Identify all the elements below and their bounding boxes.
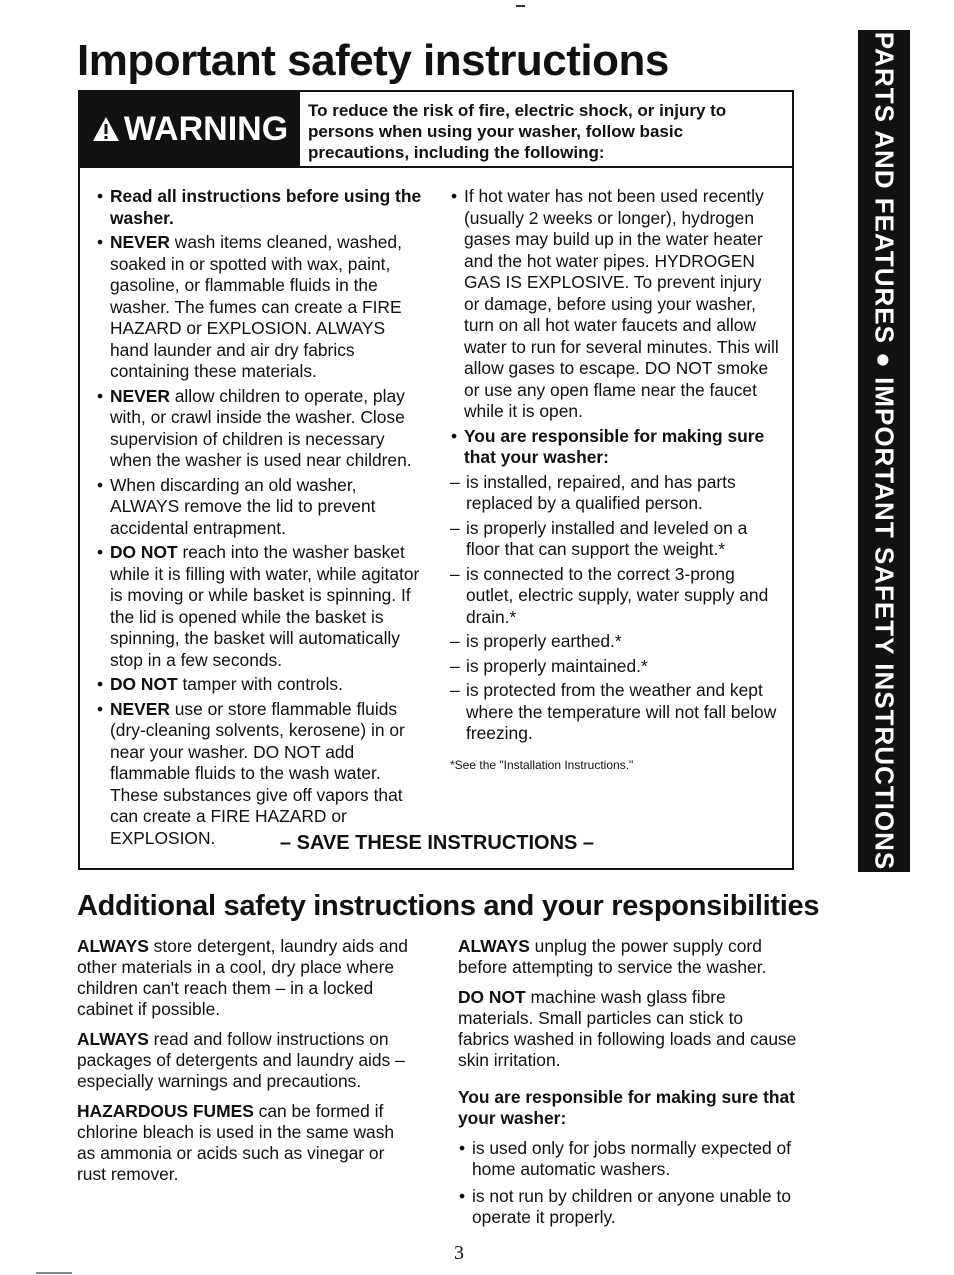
list-item: • NEVER allow children to operate, play with, or crawl inside the washer. Close supervision of children is necessary when the washer is used near children. xyxy=(96,386,423,472)
paragraph: ALWAYS read and follow instructions on packages of detergents and laundry aids – especially warnings and precautions. xyxy=(77,1029,405,1091)
warning-box xyxy=(78,90,794,870)
list-item: – is properly installed and leveled on a floor that can support the weight.* xyxy=(450,518,780,561)
scan-mark xyxy=(36,1272,72,1274)
list-item: – is properly earthed.* xyxy=(450,631,780,653)
list-item: • When discarding an old washer, ALWAYS remove the lid to prevent accidental entrapment. xyxy=(96,475,423,540)
responsible-heading: • You are responsible for making sure that your washer: xyxy=(450,426,780,469)
warning-intro: To reduce the risk of fire, electric shock, or injury to persons when using your washer, follow basic precautions, including the following: xyxy=(308,101,727,162)
list-item: • If hot water has not been used recently (usually 2 weeks or longer), hydrogen gases may build up in the water heater and the hot water pipes. HYDROGEN GAS IS EXPLOSIVE. To prevent injury or damage, before using your washer, turn on all hot water faucets and allow water to run for several minutes. This will allow gases to escape. DO NOT smoke or use any open flame near the faucet while it is open. xyxy=(450,186,780,423)
side-tab-text: PARTS AND FEATURES ● IMPORTANT SAFETY INSTRUCTIONS xyxy=(869,31,900,871)
warning-right-column xyxy=(450,186,780,776)
list-item: – is protected from the weather and kept where the temperature will not fall below freezing. xyxy=(450,680,780,745)
list-item: • NEVER use or store flammable fluids (dry-cleaning solvents, kerosene) in or near your washer. DO NOT add flammable fluids to the wash water. These substances give off vapors that can create a FIRE HAZARD or EXPLOSION. xyxy=(96,699,423,850)
warning-triangle-icon xyxy=(92,116,120,142)
list-item: – is connected to the correct 3-prong outlet, electric supply, water supply and drain.* xyxy=(450,564,780,629)
list-item: – is properly maintained.* xyxy=(450,656,780,678)
list-item: – is installed, repaired, and has parts replaced by a qualified person. xyxy=(450,472,780,515)
list-item: • is used only for jobs normally expected of home automatic washers. xyxy=(458,1138,798,1180)
footnote: *See the "Installation Instructions." xyxy=(450,757,634,772)
paragraph: HAZARDOUS FUMES can be formed if chlorine bleach is used in the same wash as ammonia or acids such as vinegar or rust remover. xyxy=(77,1101,395,1184)
page-title: Important safety instructions xyxy=(77,36,669,85)
paragraph: ALWAYS unplug the power supply cord before attempting to service the washer. xyxy=(458,936,767,977)
section-left-column xyxy=(77,936,417,1194)
list-item: • DO NOT tamper with controls. xyxy=(96,674,423,696)
scan-mark xyxy=(516,5,525,7)
responsible-heading: You are responsible for making sure that your washer: xyxy=(458,1087,795,1128)
list-item: • is not run by children or anyone unable to operate it properly. xyxy=(458,1186,798,1228)
list-item: • Read all instructions before using the washer. xyxy=(96,186,423,229)
warning-left-column xyxy=(96,186,423,852)
section-title: Additional safety instructions and your responsibilities xyxy=(77,890,820,922)
save-instructions: – SAVE THESE INSTRUCTIONS – xyxy=(279,832,595,854)
section-right-column xyxy=(458,936,798,1234)
responsible-list xyxy=(450,472,780,745)
page-number: 3 xyxy=(454,1242,464,1264)
side-tab xyxy=(858,30,910,872)
list-item: • NEVER wash items cleaned, washed, soaked in or spotted with wax, paint, gasoline, or flammable fluids in the washer. The fumes can create a FIRE HAZARD or EXPLOSION. ALWAYS hand launder and air dry fabrics containing these materials. xyxy=(96,232,423,383)
list-item: • DO NOT reach into the washer basket while it is filling with water, while agitator is moving or while basket is spinning. If the lid is opened while the basket is spinning, the basket will automatically stop in a few seconds. xyxy=(96,542,423,671)
warning-label-text: WARNING xyxy=(123,109,289,148)
paragraph: ALWAYS store detergent, laundry aids and other materials in a cool, dry place where children can't reach them – in a locked cabinet if possible. xyxy=(77,936,408,1019)
paragraph: DO NOT machine wash glass fibre materials. Small particles can stick to fabrics washed in following loads and cause skin irritation. xyxy=(458,987,797,1070)
warning-label xyxy=(80,92,300,166)
warning-header xyxy=(80,92,794,168)
